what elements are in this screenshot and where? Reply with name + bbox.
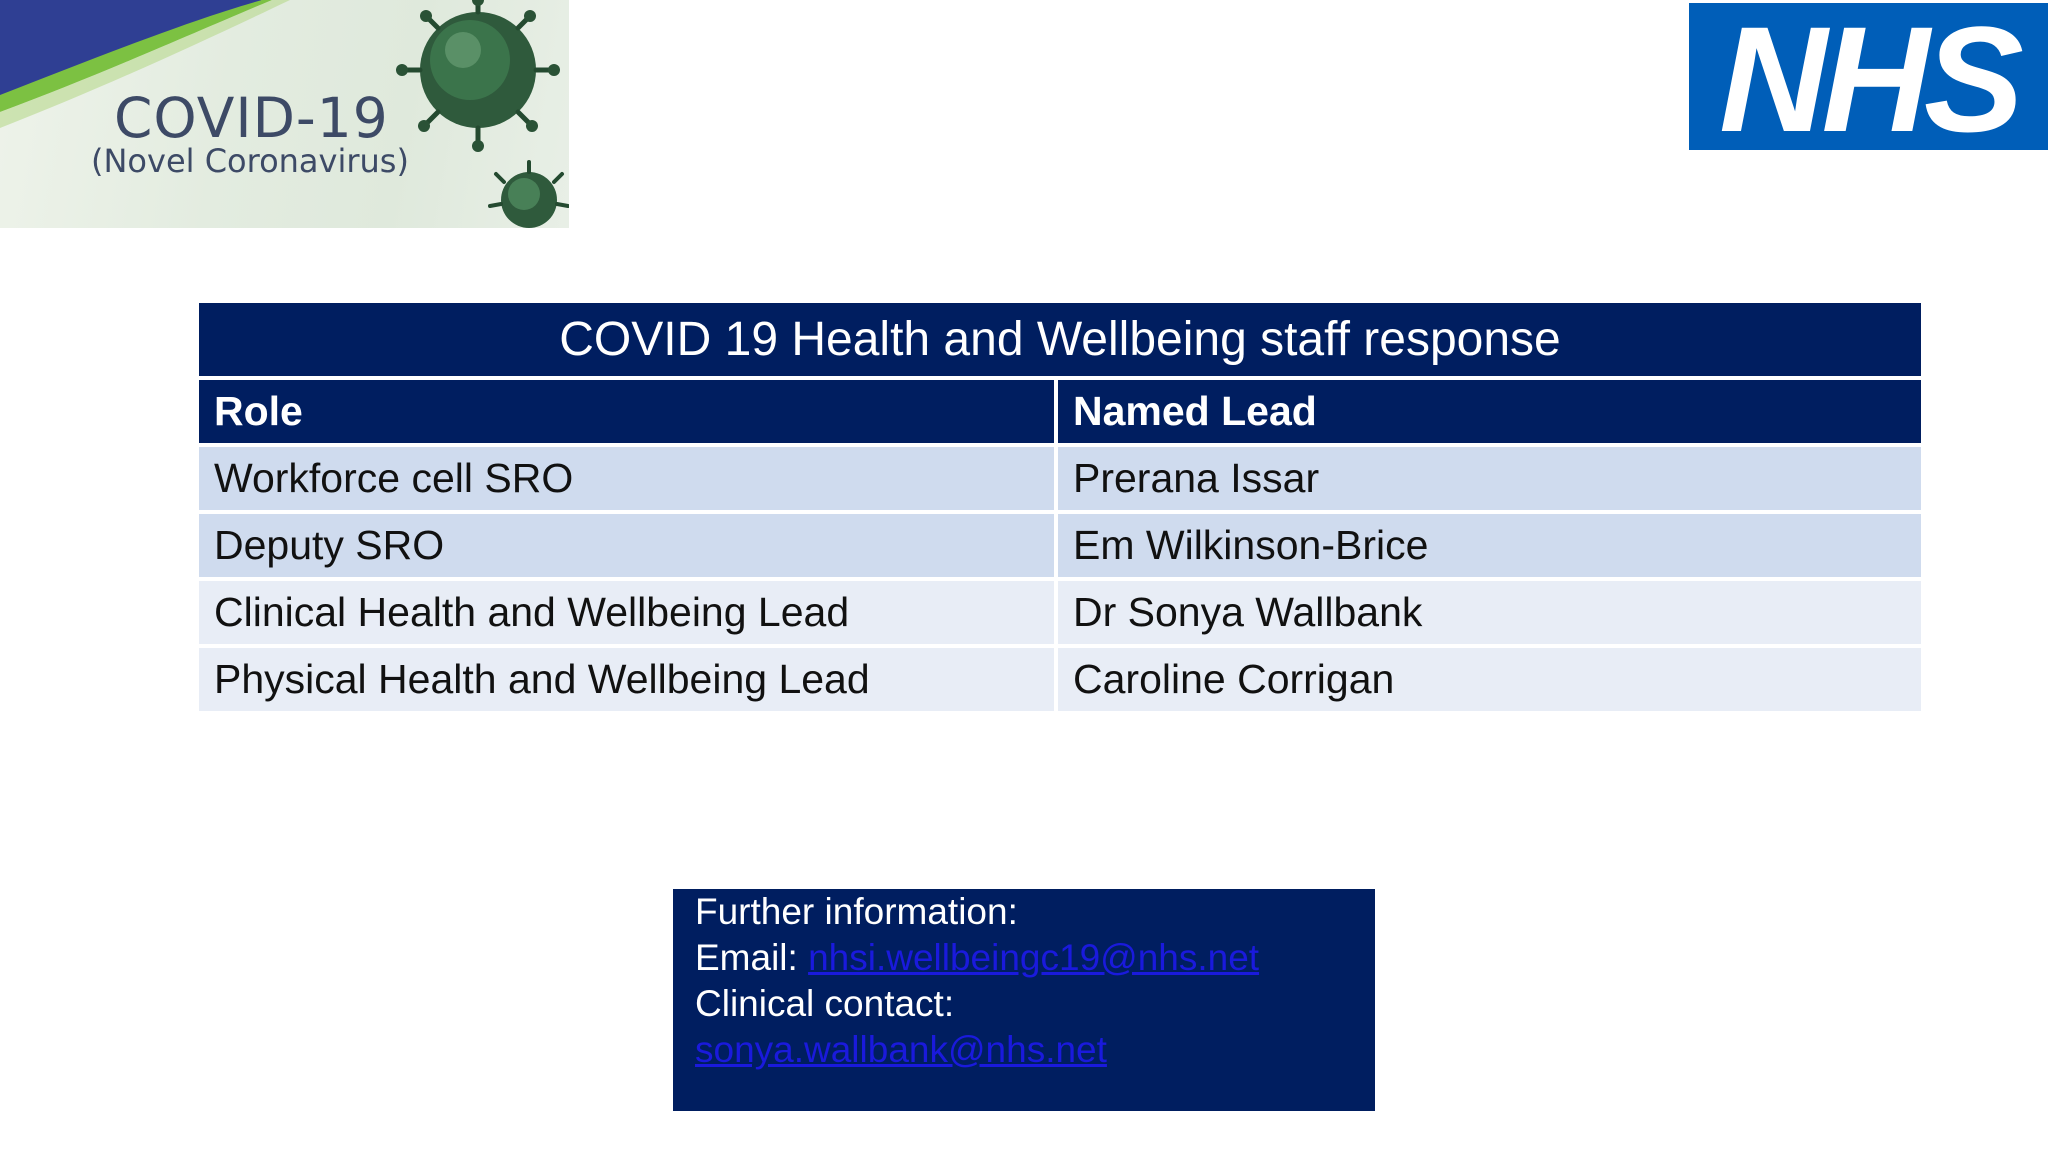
nhs-logo xyxy=(1689,0,2048,163)
email-link[interactable]: nhsi.wellbeingc19@nhs.net xyxy=(808,937,1260,978)
staff-response-table xyxy=(199,303,1921,715)
info-email-line xyxy=(695,935,1375,981)
role-cell: Clinical Health and Wellbeing Lead xyxy=(199,581,1058,644)
lead-cell: Dr Sonya Wallbank xyxy=(1058,581,1921,644)
role-cell: Deputy SRO xyxy=(199,514,1058,577)
lead-cell: Em Wilkinson-Brice xyxy=(1058,514,1921,577)
further-information-box xyxy=(673,889,1375,1111)
lead-cell: Prerana Issar xyxy=(1058,447,1921,510)
covid-banner-image xyxy=(0,0,569,228)
table-title: COVID 19 Health and Wellbeing staff response xyxy=(199,303,1921,380)
banner-title: COVID-19 xyxy=(114,86,389,150)
table-row xyxy=(199,648,1921,715)
table-row xyxy=(199,514,1921,581)
header-named-lead: Named Lead xyxy=(1058,380,1921,443)
role-cell: Workforce cell SRO xyxy=(199,447,1058,510)
info-heading: Further information: xyxy=(695,891,1018,932)
table-header-row xyxy=(199,380,1921,447)
nhs-logo-text: NHS xyxy=(1719,0,2018,163)
header-role: Role xyxy=(199,380,1058,443)
clinical-email-line xyxy=(695,1027,1375,1073)
virus-small-icon xyxy=(484,160,569,228)
table-row xyxy=(199,447,1921,514)
clinical-contact-label: Clinical contact: xyxy=(695,983,955,1024)
lead-cell: Caroline Corrigan xyxy=(1058,648,1921,711)
banner-subtitle: (Novel Coronavirus) xyxy=(91,142,409,180)
role-cell: Physical Health and Wellbeing Lead xyxy=(199,648,1058,711)
clinical-email-link[interactable]: sonya.wallbank@nhs.net xyxy=(695,1029,1107,1070)
table-row xyxy=(199,581,1921,648)
email-label: Email: xyxy=(695,937,809,978)
